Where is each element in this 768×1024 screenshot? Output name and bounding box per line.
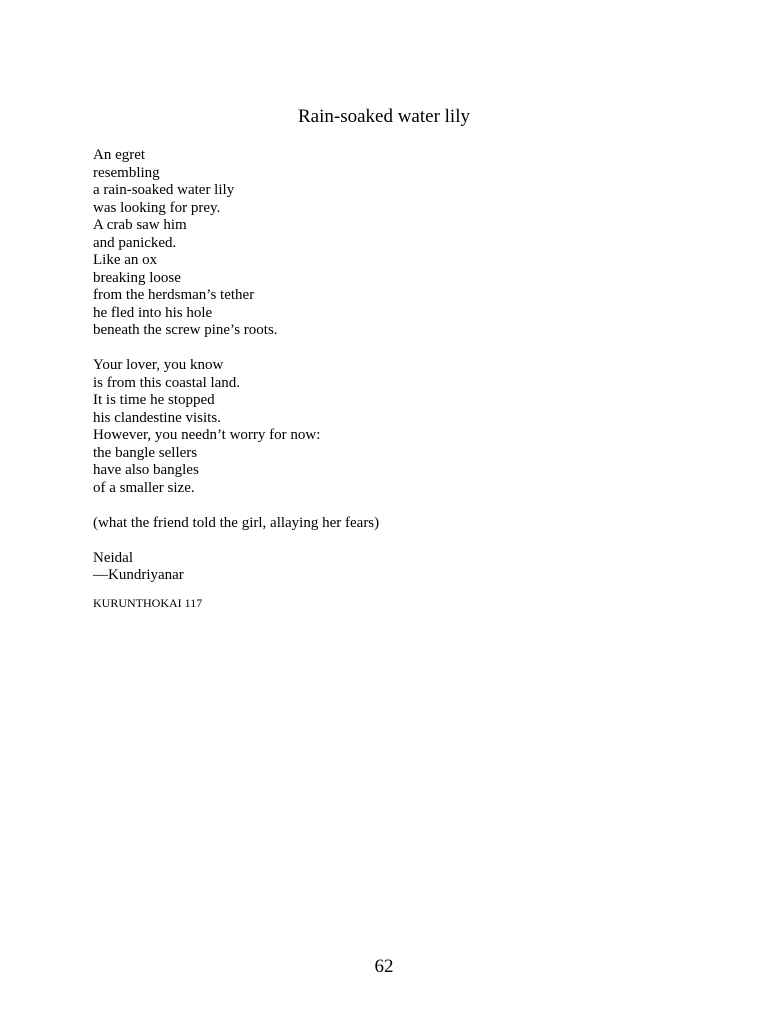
poem-line: It is time he stopped bbox=[93, 392, 215, 408]
poem-line: beneath the screw pine’s roots. bbox=[93, 322, 278, 338]
context-note: (what the friend told the girl, allaying her fears) bbox=[93, 514, 380, 531]
page-number: 62 bbox=[374, 956, 394, 977]
poem-line: However, you needn’t worry for now: bbox=[93, 427, 321, 443]
poem-line: Your lover, you know bbox=[93, 357, 224, 373]
stanza-2 bbox=[93, 357, 693, 497]
stanza-1 bbox=[93, 147, 693, 340]
poem-body bbox=[93, 147, 693, 611]
landscape-label: Neidal bbox=[93, 549, 133, 566]
poem-line: from the herdsman’s tether bbox=[93, 287, 255, 303]
source-reference: KURUNTHOKAI 117 bbox=[93, 595, 203, 610]
page-title: Rain-soaked water lily bbox=[297, 106, 470, 127]
poem-line: a rain-soaked water lily bbox=[93, 182, 235, 198]
poem-line: he fled into his hole bbox=[93, 304, 213, 321]
poet-name: —Kundriyanar bbox=[93, 567, 184, 583]
poem-line: An egret bbox=[93, 147, 146, 163]
poem-line: is from this coastal land. bbox=[93, 374, 241, 391]
poem-line: his clandestine visits. bbox=[93, 409, 221, 426]
poem-line: the bangle sellers bbox=[93, 444, 198, 461]
poem-line: breaking loose bbox=[93, 269, 181, 286]
poem-line: A crab saw him bbox=[93, 217, 187, 233]
poem-line: and panicked. bbox=[93, 234, 177, 251]
poem-line: Like an ox bbox=[93, 252, 158, 268]
poem-line: have also bangles bbox=[93, 462, 199, 478]
attribution bbox=[93, 550, 693, 585]
poem-line: resembling bbox=[93, 164, 160, 181]
poem-line: of a smaller size. bbox=[93, 479, 195, 496]
poem-line: was looking for prey. bbox=[93, 199, 221, 216]
